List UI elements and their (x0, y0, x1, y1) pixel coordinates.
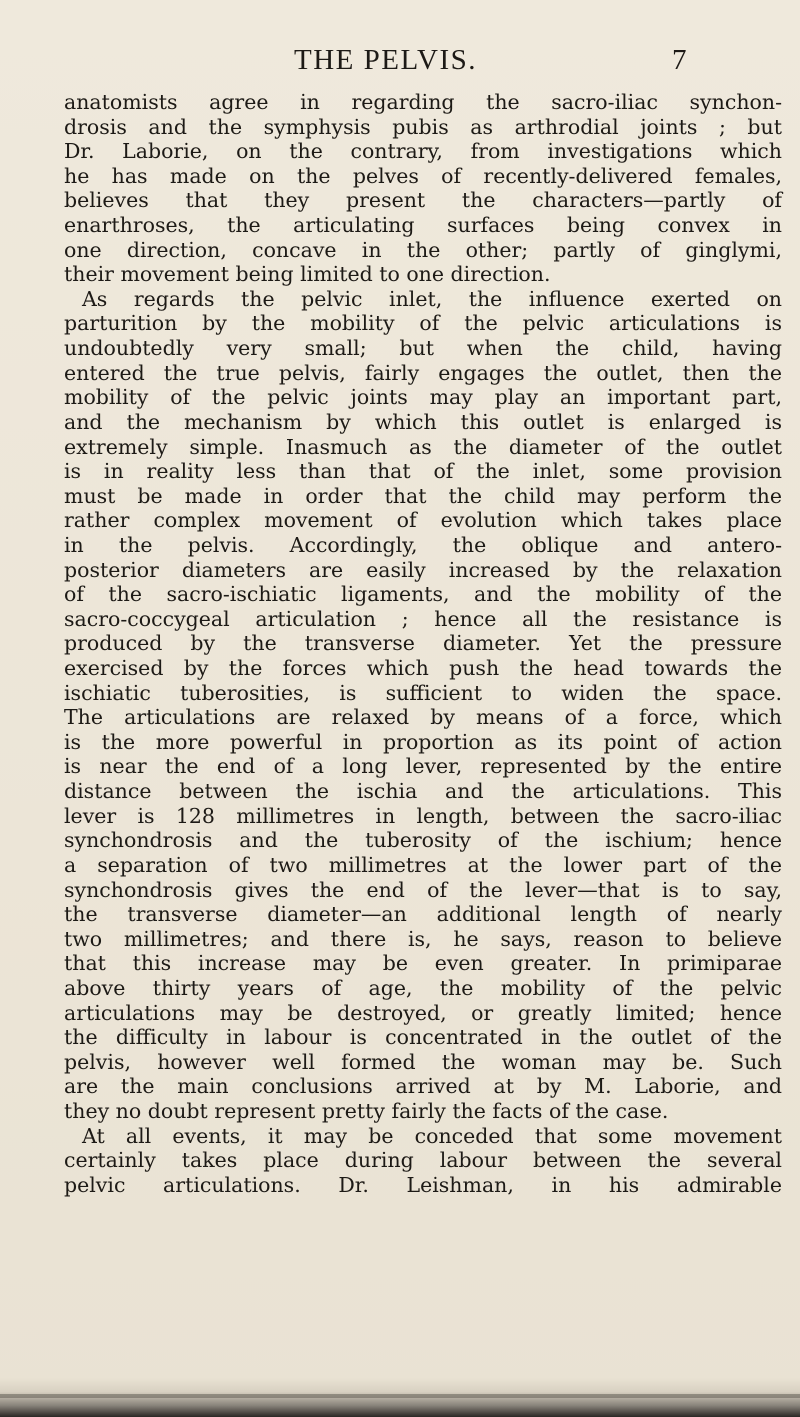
text-line: one direction, concave in the other; partly of ginglymi, (64, 237, 782, 262)
text-line: is the more powerful in proportion as its point of action (64, 729, 782, 754)
text-line: certainly takes place during labour between the several (64, 1148, 782, 1173)
text-line: synchondrosis gives the end of the lever—that is to say, (64, 877, 782, 902)
text-line: believes that they present the characters—partly of (64, 188, 782, 213)
text-line: above thirty years of age, the mobility of the pelvic (64, 975, 782, 1000)
text-line: of the sacro-ischiatic ligaments, and the mobility of the (64, 582, 782, 607)
text-line: that this increase may be even greater. In primiparae (64, 951, 782, 976)
text-line: a separation of two millimetres at the lower part of the (64, 852, 782, 877)
text-line: lever is 128 millimetres in length, between the sacro-iliac (64, 803, 782, 828)
running-title: THE PELVIS. (294, 44, 477, 76)
text-line: At all events, it may be conceded that some movement (82, 1123, 782, 1148)
text-line: anatomists agree in regarding the sacro-iliac synchon- (64, 90, 782, 114)
text-line: pelvic articulations. Dr. Leishman, in his admirable (64, 1172, 782, 1197)
text-line: the difficulty in labour is concentrated in the outlet of the (64, 1025, 782, 1050)
text-line: pelvis, however well formed the woman may be. Such (64, 1049, 782, 1074)
text-line: enarthroses, the articulating surfaces being convex in (64, 213, 782, 238)
page-number: 7 (672, 44, 687, 76)
text-line: are the main conclusions arrived at by M. Laborie, and (64, 1074, 782, 1099)
text-line: The articulations are relaxed by means of a force, which (64, 705, 782, 730)
text-line: parturition by the mobility of the pelvic articulations is (64, 311, 782, 336)
text-line: ischiatic tuberosities, is sufficient to widen the space. (64, 680, 782, 705)
text-line: he has made on the pelves of recently-delivered females, (64, 163, 782, 188)
text-line: Dr. Laborie, on the contrary, from investigations which (64, 139, 782, 164)
body-text (64, 90, 782, 1197)
text-line: must be made in order that the child may perform the (64, 483, 782, 508)
text-line: they no doubt represent pretty fairly the facts of the case. (64, 1098, 669, 1123)
text-line: sacro-coccygeal articulation ; hence all the resistance is (64, 606, 782, 631)
text-line: As regards the pelvic inlet, the influence exerted on (82, 286, 782, 311)
text-line: distance between the ischia and the articulations. This (64, 779, 782, 804)
page-edge-shadow (0, 1394, 800, 1398)
text-line: extremely simple. Inasmuch as the diameter of the outlet (64, 434, 782, 459)
text-line: their movement being limited to one direction. (64, 262, 551, 287)
text-line: synchondrosis and the tuberosity of the ischium; hence (64, 828, 782, 853)
text-line: and the mechanism by which this outlet is enlarged is (64, 409, 782, 434)
text-line: drosis and the symphysis pubis as arthrodial joints ; but (64, 114, 782, 139)
text-line: mobility of the pelvic joints may play an important part, (64, 385, 782, 410)
text-line: rather complex movement of evolution which takes place (64, 508, 782, 533)
text-line: undoubtedly very small; but when the child, having (64, 336, 782, 361)
text-line: two millimetres; and there is, he says, reason to believe (64, 926, 782, 951)
text-line: is in reality less than that of the inlet, some provision (64, 459, 782, 484)
text-line: posterior diameters are easily increased by the relaxation (64, 557, 782, 582)
text-line: is near the end of a long lever, represented by the entire (64, 754, 782, 779)
running-head (0, 44, 800, 84)
text-line: articulations may be destroyed, or greatly limited; hence (64, 1000, 782, 1025)
text-line: entered the true pelvis, fairly engages the outlet, then the (64, 360, 782, 385)
text-line: exercised by the forces which push the head towards the (64, 656, 782, 681)
text-line: the transverse diameter—an additional length of nearly (64, 902, 782, 927)
text-line: produced by the transverse diameter. Yet the pressure (64, 631, 782, 656)
text-line: in the pelvis. Accordingly, the oblique and antero- (64, 532, 782, 557)
